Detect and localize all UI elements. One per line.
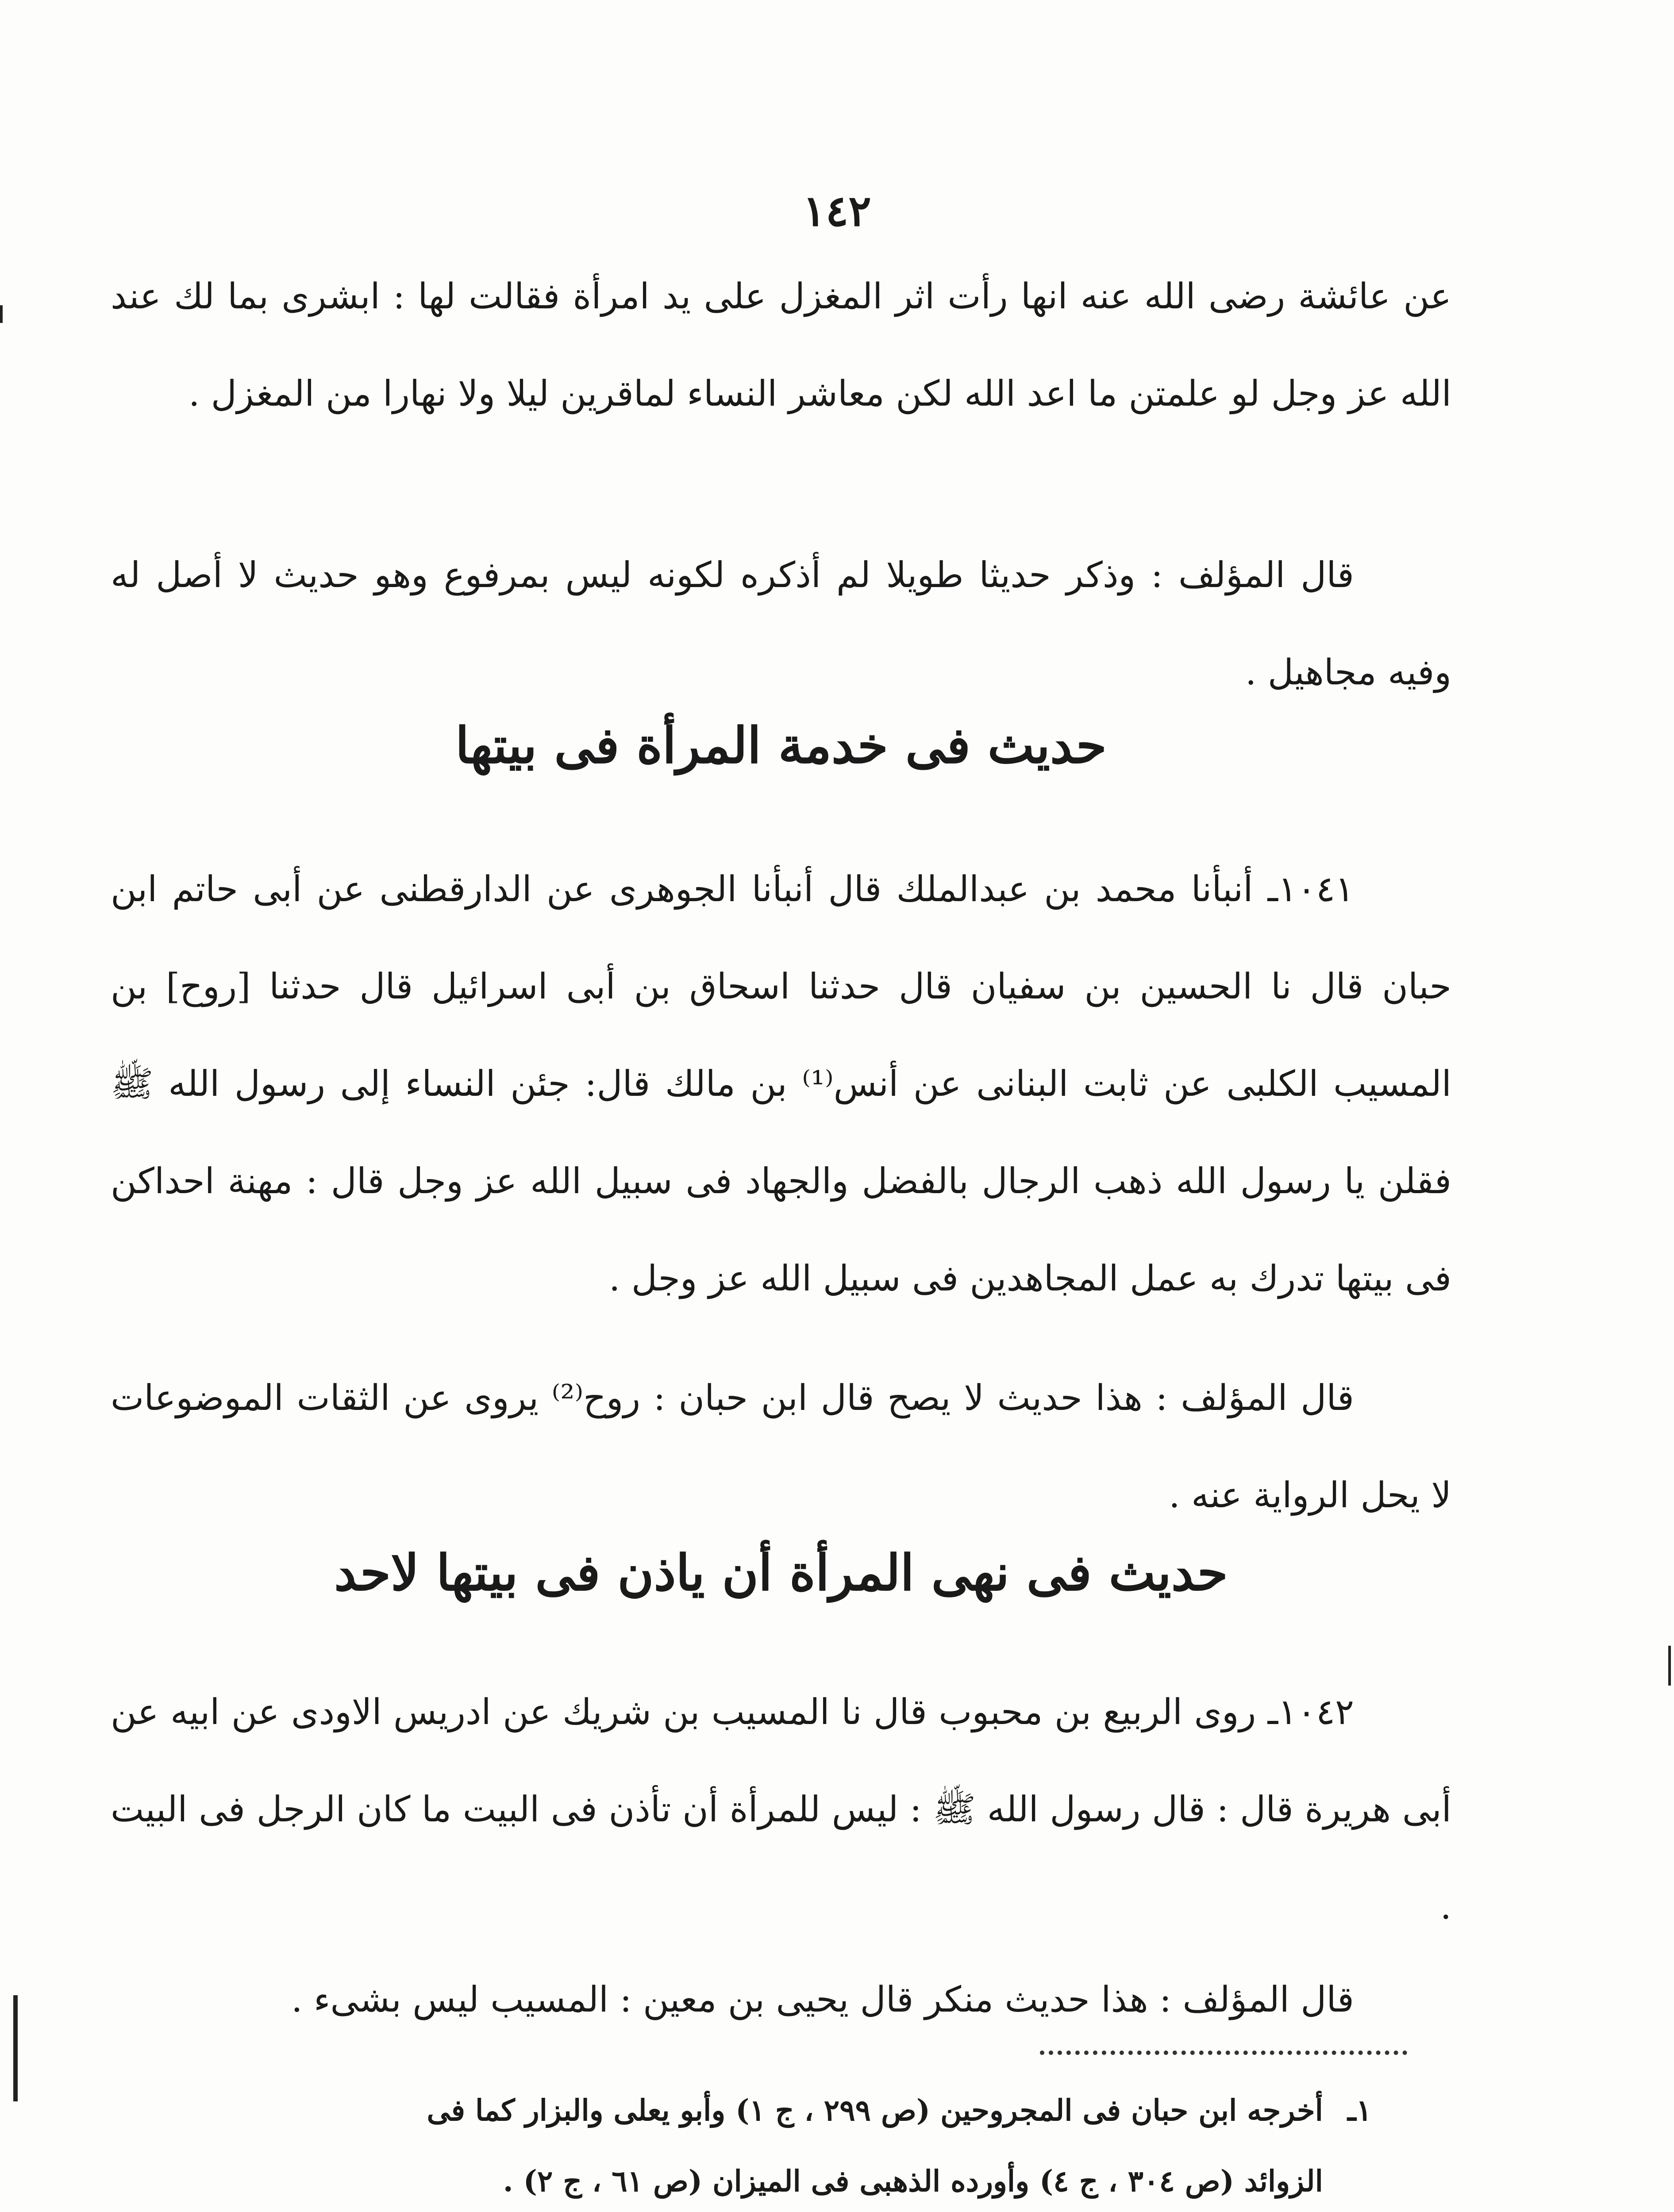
footnote-1-text-continued: الزوائد (ص ٣٠٤ ، ج ٤) وأورده الذهبى فى الميزان (ص ٦١ ، ج ٢) . (503, 2164, 1323, 2198)
paragraph-aisha-hadith (111, 248, 1451, 442)
footnote-1-line-1 (133, 2079, 1372, 2141)
footnote-1-text: أخرجه ابن حبان فى المجروحين (ص ٢٩٩ ، ج ١) وأبو يعلى والبزار كما فى (427, 2093, 1323, 2128)
paragraph-text: قال المؤلف : هذا حديث لا يصح قال ابن حبان : روح⁽²⁾ يروى عن الثقات الموضوعات لا يحل الرواية عنه . (111, 1377, 1451, 1516)
footnote-1-marker: ١ـ (1347, 2093, 1372, 2128)
scan-edge-mark (1668, 1646, 1671, 1686)
paragraph-author-note-3 (111, 1951, 1451, 2048)
section-heading-woman-permission: حديث فى نهى المرأة أن ياذن فى بيتها لاحد (334, 1544, 1228, 1602)
scan-edge-mark (13, 1995, 18, 2101)
paragraph-author-note-2 (111, 1349, 1451, 1544)
scan-edge-mark (0, 305, 3, 323)
paragraph-text: ١٠٤٢ـ روى الربيع بن محبوب قال نا المسيب بن شريك عن ادريس الاودى عن ابيه عن أبى هريرة قال : قال رسول الله ﷺ : ليس للمرأة أن تأذن فى البيت ما كان الرجل فى البيت . (111, 1691, 1451, 1927)
paragraph-text: عن عائشة رضى الله عنه انها رأت اثر المغزل على يد امرأة فقالت لها : ابشرى بما لك عند الله عز وجل لو علمتن ما اعد الله لكن معاشر النساء لماقرين ليلا ولا نهارا من المغزل . (111, 276, 1451, 414)
paragraph-author-note-1 (111, 526, 1451, 721)
footnote-separator (1040, 2051, 1407, 2055)
paragraph-hadith-1042 (111, 1663, 1451, 1955)
paragraph-hadith-1041 (111, 841, 1451, 1327)
section-heading-woman-service: حديث فى خدمة المرأة فى بيتها (455, 717, 1107, 775)
page-number: ١٤٢ (803, 186, 871, 236)
paragraph-text: قال المؤلف : وذكر حديثا طويلا لم أذكره لكونه ليس بمرفوع وهو حديث لا أصل له وفيه مجاهيل . (111, 554, 1451, 693)
paragraph-text: ١٠٤١ـ أنبأنا محمد بن عبدالملك قال أنبأنا الجوهرى عن الدارقطنى عن أبى حاتم ابن حبان قال نا الحسين بن سفيان قال حدثنا اسحاق بن أبى اسرائيل قال حدثنا [روح] بن المسيب الكلبى عن ثابت البنانى عن أنس⁽¹⁾ بن مالك قال: جئن النساء إلى رسول الله ﷺ فقلن يا رسول الله ذهب الرجال بالفضل والجهاد فى سبيل الله عز وجل قال : مهنة احداكن فى بيتها تدرك به عمل المجاهدين فى سبيل الله عز وجل . (111, 868, 1451, 1299)
paragraph-text: قال المؤلف : هذا حديث منكر قال يحيى بن معين : المسيب ليس بشىء . (291, 1979, 1354, 2020)
footnote-1-line-2 (133, 2150, 1372, 2212)
